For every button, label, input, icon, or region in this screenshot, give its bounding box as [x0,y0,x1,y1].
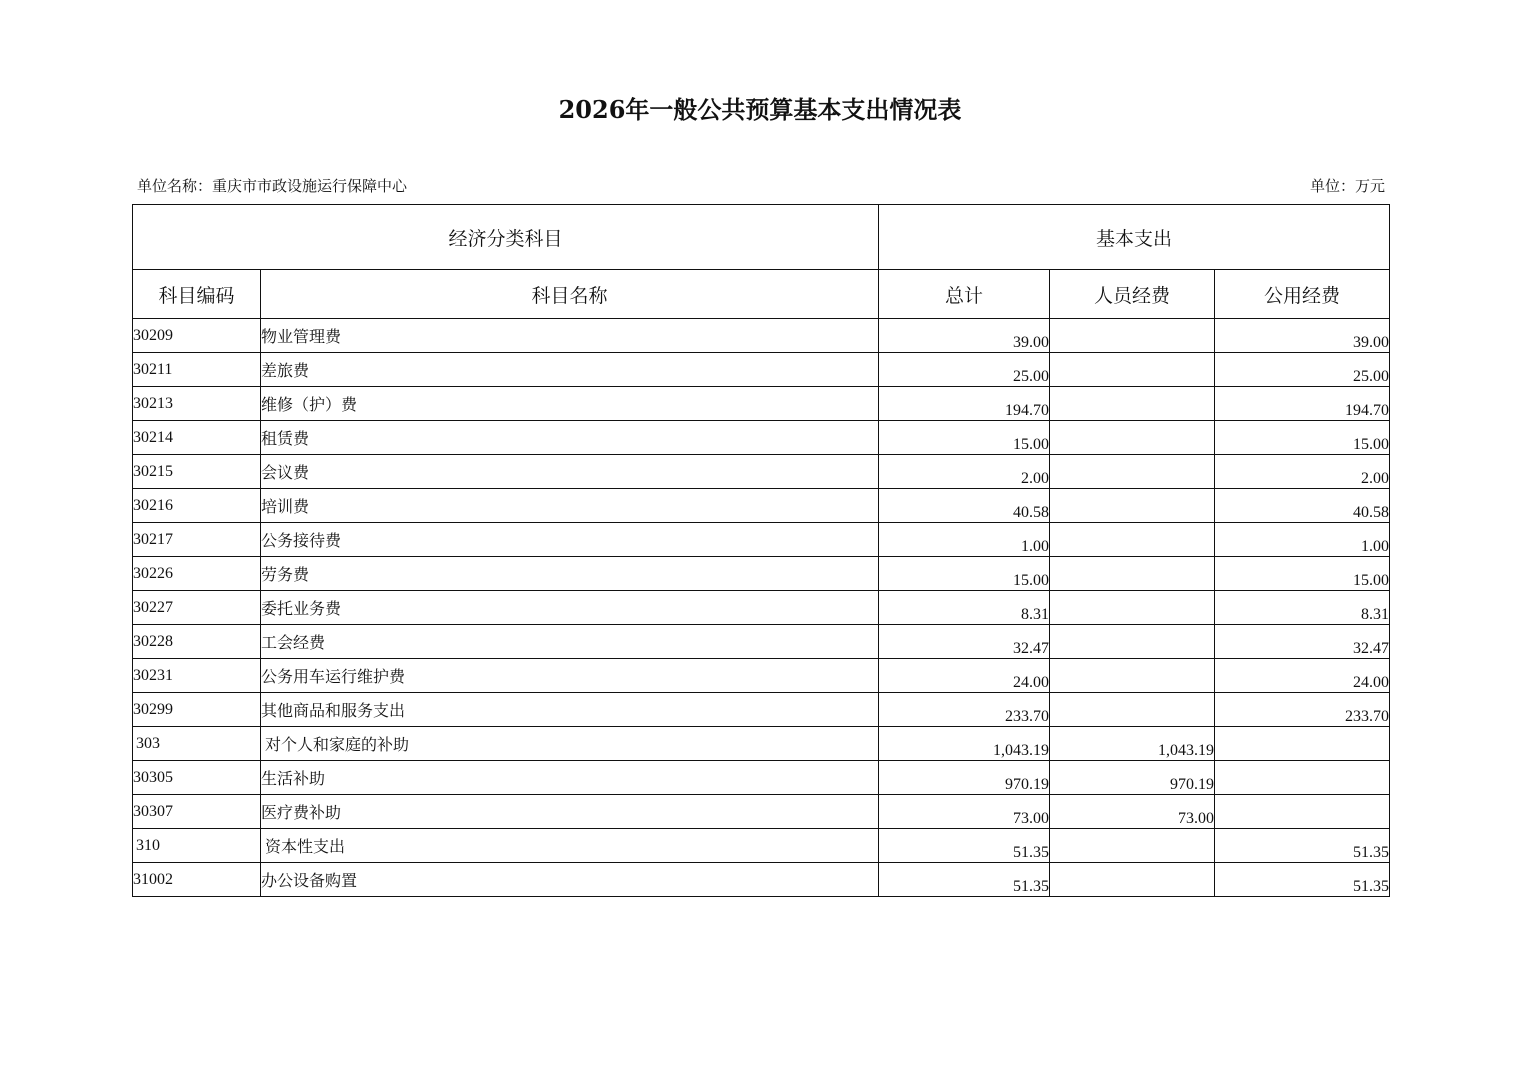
table-row [133,591,1390,625]
cell-total: 39.00 [879,319,1050,353]
cell-personnel [1050,659,1215,693]
table-row [133,489,1390,523]
cell-personnel: 1,043.19 [1050,727,1215,761]
cell-name: 租赁费 [261,421,879,455]
cell-total: 1,043.19 [879,727,1050,761]
cell-total: 970.19 [879,761,1050,795]
cell-public [1215,761,1390,795]
cell-total: 1.00 [879,523,1050,557]
table-row [133,557,1390,591]
cell-total: 2.00 [879,455,1050,489]
cell-total: 51.35 [879,863,1050,897]
unit-name-label: 单位名称：重庆市市政设施运行保障中心 [137,177,408,195]
table-row [133,625,1390,659]
table-row [133,761,1390,795]
cell-personnel [1050,387,1215,421]
cell-name: 委托业务费 [261,591,879,625]
cell-code: 31002 [133,863,261,897]
cell-code: 30209 [133,319,261,353]
cell-name: 维修（护）费 [261,387,879,421]
cell-code: 30226 [133,557,261,591]
cell-name: 其他商品和服务支出 [261,693,879,727]
table-row [133,693,1390,727]
cell-personnel [1050,557,1215,591]
cell-name: 生活补助 [261,761,879,795]
table-row [133,387,1390,421]
unit-label: 单位：万元 [1309,177,1385,195]
cell-public [1215,727,1390,761]
cell-personnel [1050,319,1215,353]
cell-code: 30227 [133,591,261,625]
cell-code: 303 [133,727,261,761]
cell-total: 32.47 [879,625,1050,659]
table-body [133,319,1390,897]
expenditure-table [132,204,1390,897]
cell-personnel [1050,523,1215,557]
table-row [133,659,1390,693]
cell-personnel [1050,421,1215,455]
column-header-personnel: 人员经费 [1050,270,1215,319]
cell-personnel [1050,625,1215,659]
cell-public: 39.00 [1215,319,1390,353]
cell-public: 15.00 [1215,557,1390,591]
cell-name: 办公设备购置 [261,863,879,897]
cell-personnel [1050,455,1215,489]
cell-public: 194.70 [1215,387,1390,421]
column-header-public: 公用经费 [1215,270,1390,319]
cell-code: 30305 [133,761,261,795]
cell-public: 24.00 [1215,659,1390,693]
cell-personnel [1050,353,1215,387]
cell-public: 51.35 [1215,863,1390,897]
column-header-code: 科目编码 [133,270,261,319]
cell-public: 25.00 [1215,353,1390,387]
cell-code: 30211 [133,353,261,387]
cell-code: 30215 [133,455,261,489]
cell-total: 194.70 [879,387,1050,421]
cell-code: 30217 [133,523,261,557]
table-row [133,863,1390,897]
cell-total: 15.00 [879,421,1050,455]
table-row [133,421,1390,455]
cell-name: 差旅费 [261,353,879,387]
cell-personnel [1050,489,1215,523]
cell-name: 公务用车运行维护费 [261,659,879,693]
cell-public: 15.00 [1215,421,1390,455]
cell-public: 32.47 [1215,625,1390,659]
cell-name: 公务接待费 [261,523,879,557]
cell-name: 劳务费 [261,557,879,591]
cell-public: 8.31 [1215,591,1390,625]
cell-name: 培训费 [261,489,879,523]
cell-public: 1.00 [1215,523,1390,557]
table-row [133,455,1390,489]
cell-code: 30213 [133,387,261,421]
cell-public: 40.58 [1215,489,1390,523]
cell-personnel [1050,863,1215,897]
cell-public: 233.70 [1215,693,1390,727]
cell-name: 工会经费 [261,625,879,659]
cell-code: 30214 [133,421,261,455]
cell-code: 310 [133,829,261,863]
cell-personnel [1050,591,1215,625]
cell-total: 24.00 [879,659,1050,693]
cell-personnel [1050,693,1215,727]
cell-code: 30307 [133,795,261,829]
table-row [133,353,1390,387]
cell-public: 2.00 [1215,455,1390,489]
cell-total: 40.58 [879,489,1050,523]
cell-code: 30299 [133,693,261,727]
cell-total: 15.00 [879,557,1050,591]
cell-code: 30216 [133,489,261,523]
table-row [133,795,1390,829]
cell-name: 医疗费补助 [261,795,879,829]
document-title: 2026年一般公共预算基本支出情况表 [558,95,962,124]
cell-name: 物业管理费 [261,319,879,353]
cell-total: 51.35 [879,829,1050,863]
cell-total: 8.31 [879,591,1050,625]
table-row [133,829,1390,863]
cell-total: 25.00 [879,353,1050,387]
column-header-total: 总计 [879,270,1050,319]
cell-personnel [1050,829,1215,863]
cell-public: 51.35 [1215,829,1390,863]
header-economic-classification: 经济分类科目 [133,205,879,270]
table-row [133,523,1390,557]
cell-public [1215,795,1390,829]
cell-personnel: 970.19 [1050,761,1215,795]
header-basic-expenditure: 基本支出 [879,205,1390,270]
cell-name: 会议费 [261,455,879,489]
cell-personnel: 73.00 [1050,795,1215,829]
cell-code: 30231 [133,659,261,693]
cell-total: 233.70 [879,693,1050,727]
cell-code: 30228 [133,625,261,659]
table-row [133,319,1390,353]
cell-name: 资本性支出 [261,829,879,863]
table-row [133,727,1390,761]
cell-total: 73.00 [879,795,1050,829]
column-header-name: 科目名称 [261,270,879,319]
cell-name: 对个人和家庭的补助 [261,727,879,761]
